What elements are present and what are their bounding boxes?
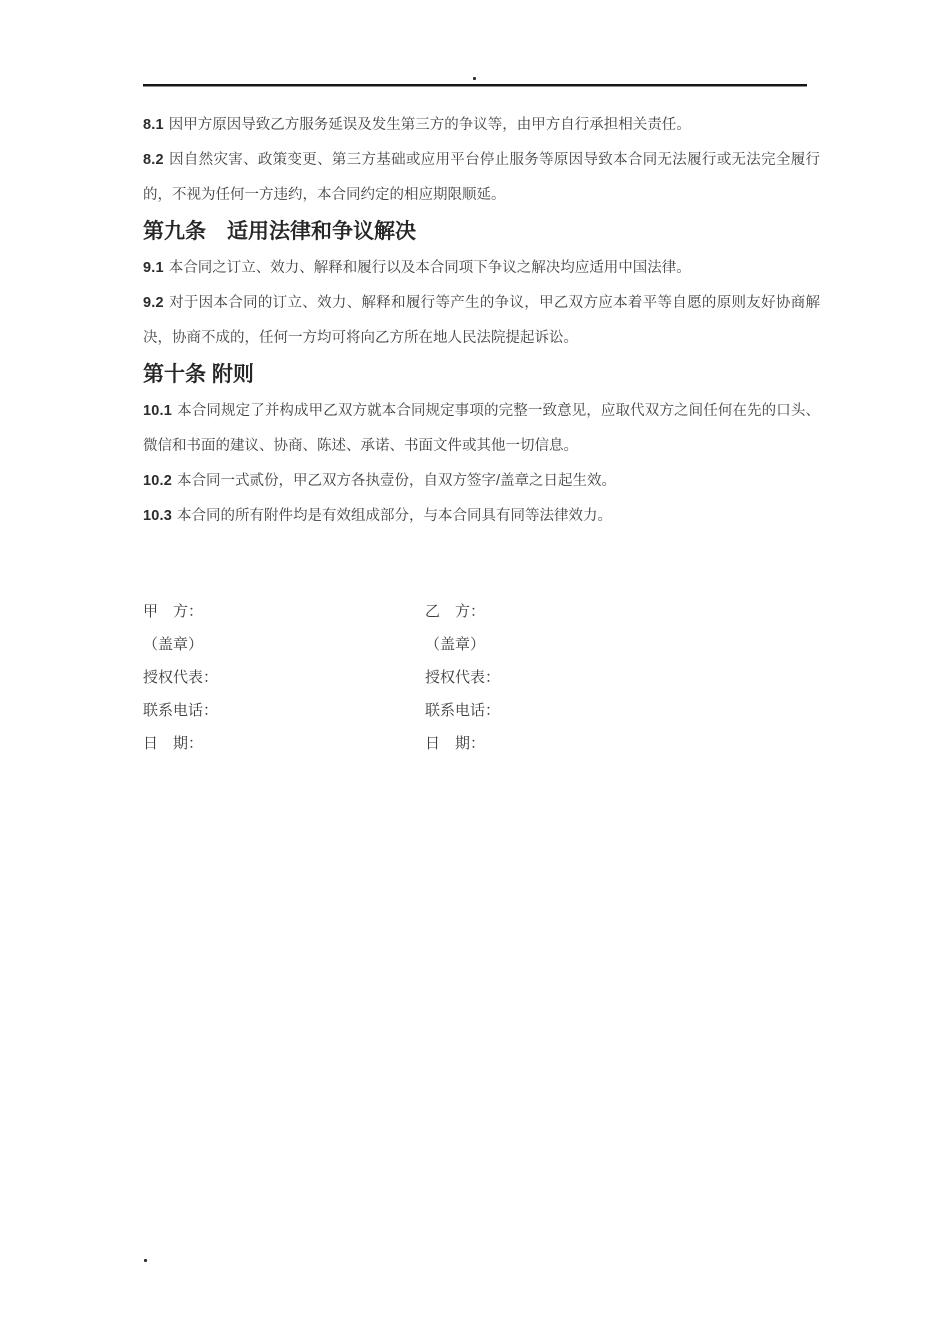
signature-row-phone (143, 694, 820, 727)
clause-9-2 (143, 286, 820, 356)
clause-line (143, 394, 820, 429)
signature-block (143, 595, 820, 760)
section-heading-article-9: 第九条 适用法律和争议解决 (143, 220, 416, 243)
clause-number: 10.2 (143, 473, 173, 489)
clause-line (143, 178, 820, 213)
contract-body (143, 108, 820, 534)
clause-number: 10.1 (143, 403, 173, 419)
party-a-rep-label: 授权代表： (143, 669, 219, 686)
party-b-rep-label: 授权代表： (425, 669, 501, 686)
clause-line (143, 286, 820, 321)
party-a-name-label: 甲 方： (143, 603, 204, 620)
party-a-date-label: 日 期： (143, 735, 204, 752)
party-b-phone-label: 联系电话： (425, 702, 501, 719)
clause-text: 对于因本合同的订立、效力、解释和履行等产生的争议，甲乙双方应本着平等自愿的原则友好协商解 (168, 295, 820, 311)
section-heading-article-10: 第十条 附则 (143, 363, 254, 386)
party-b-seal-label: （盖章） (425, 636, 486, 653)
footer-period-dot (144, 1259, 147, 1262)
header-rule (143, 84, 807, 87)
clause-text: 因甲方原因导致乙方服务延误及发生第三方的争议等，由甲方自行承担相关责任。 (168, 117, 691, 133)
clause-10-2 (143, 464, 820, 499)
clause-text: 因自然灾害、政策变更、第三方基础或应用平台停止服务等原因导致本合同无法履行或无法完全履行 (168, 152, 820, 168)
clause-text: 本合同规定了并构成甲乙双方就本合同规定事项的完整一致意见，应取代双方之间任何在先的口头、 (177, 403, 820, 419)
party-a-seal-label: （盖章） (143, 636, 204, 653)
clause-line (143, 429, 820, 464)
clause-number: 9.1 (143, 260, 164, 276)
signature-row-seal (143, 628, 820, 661)
clause-number: 10.3 (143, 508, 173, 524)
clause-line (143, 108, 820, 143)
clause-line (143, 464, 820, 499)
clause-number: 8.1 (143, 117, 164, 133)
clause-line (143, 321, 820, 356)
clause-number: 8.2 (143, 152, 164, 168)
clause-10-3 (143, 499, 820, 534)
signature-row-date (143, 727, 820, 760)
clause-number: 9.2 (143, 295, 164, 311)
clause-line (143, 251, 820, 286)
clause-line (143, 143, 820, 178)
header-period-dot (473, 77, 476, 80)
signature-row-party (143, 595, 820, 628)
clause-text: 本合同一式贰份，甲乙双方各执壹份，自双方签字/盖章之日起生效。 (177, 473, 617, 489)
clause-text: 本合同的所有附件均是有效组成部分，与本合同具有同等法律效力。 (177, 508, 613, 524)
clause-text: 微信和书面的建议、协商、陈述、承诺、书面文件或其他一切信息。 (143, 438, 578, 454)
clause-8-2 (143, 143, 820, 213)
clause-text: 的，不视为任何一方违约，本合同约定的相应期限顺延。 (143, 187, 506, 203)
clause-text: 本合同之订立、效力、解释和履行以及本合同项下争议之解决均应适用中国法律。 (168, 260, 691, 276)
clause-10-1 (143, 394, 820, 464)
party-a-phone-label: 联系电话： (143, 702, 219, 719)
clause-8-1 (143, 108, 820, 143)
party-b-date-label: 日 期： (425, 735, 486, 752)
clause-line (143, 499, 820, 534)
clause-9-1 (143, 251, 820, 286)
party-b-name-label: 乙 方： (425, 603, 486, 620)
clause-text: 决，协商不成的，任何一方均可将向乙方所在地人民法院提起诉讼。 (143, 330, 578, 346)
signature-row-representative (143, 661, 820, 694)
